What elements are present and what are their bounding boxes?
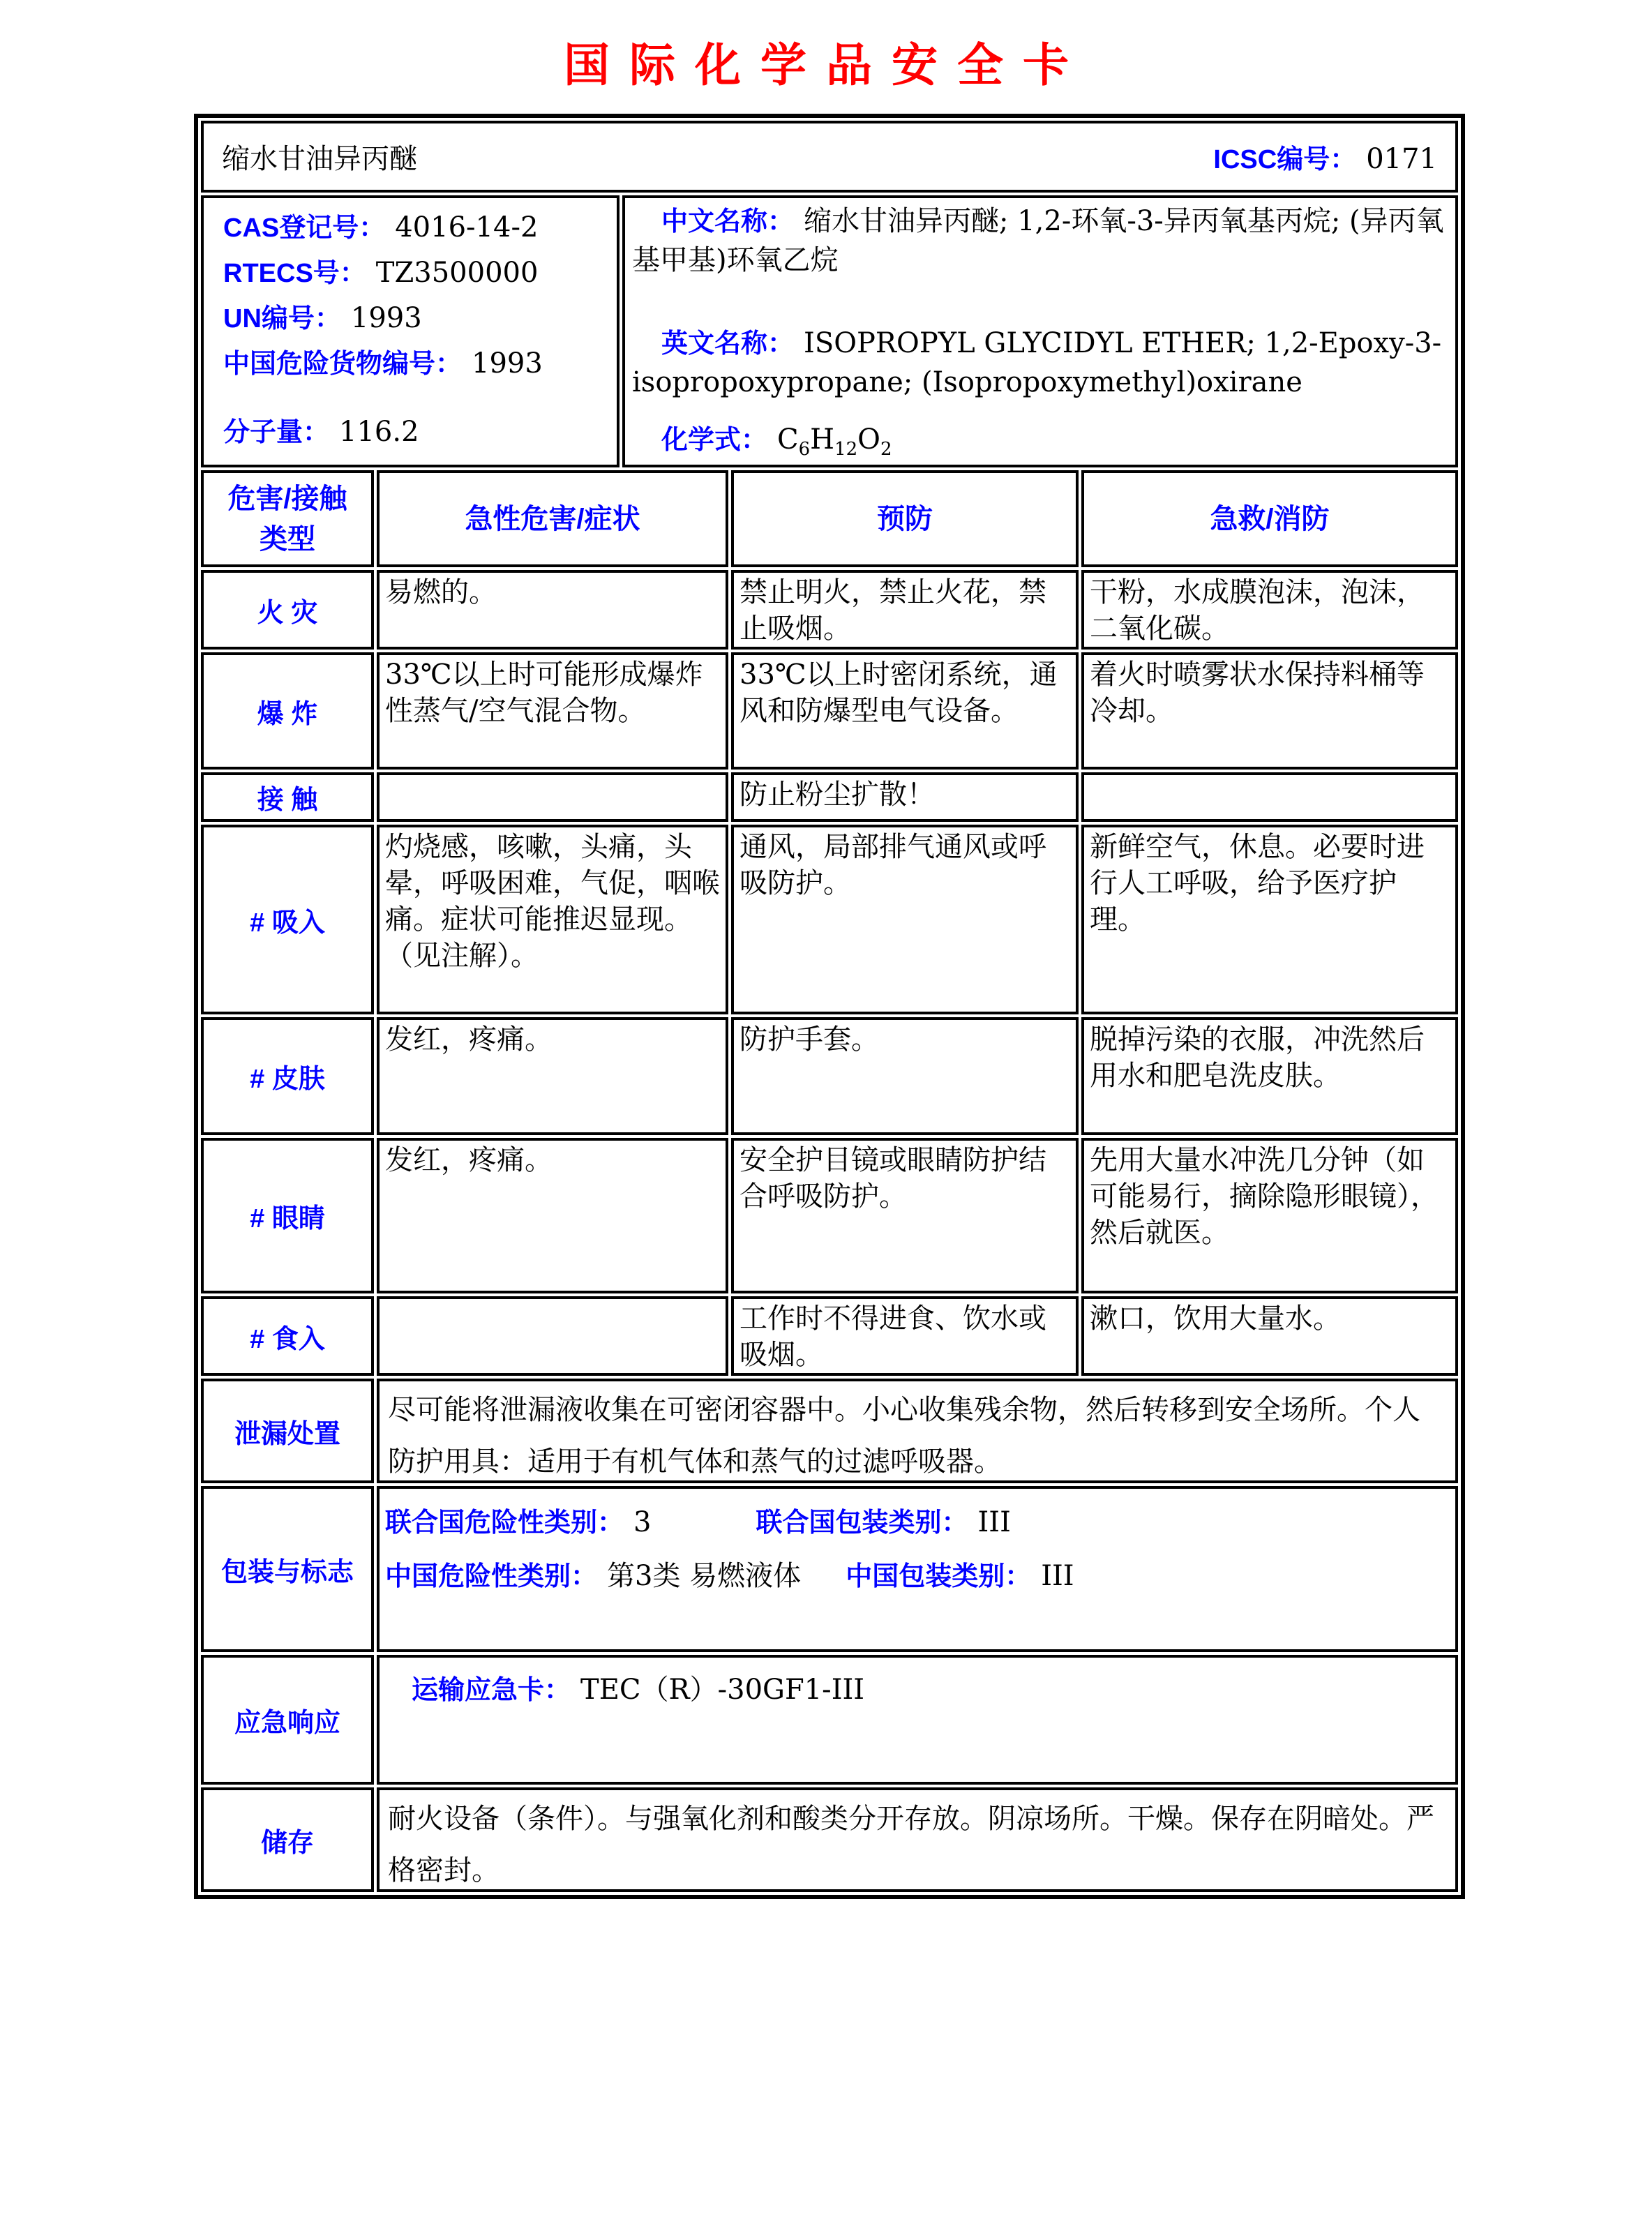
emergency-content xyxy=(377,1655,1458,1785)
fire-response: 干粉，水成膜泡沫，泡沫，二氧化碳。 xyxy=(1081,570,1458,650)
ingestion-symptoms xyxy=(377,1296,728,1376)
spill-content: 尽可能将泄漏液收集在可密闭容器中。小心收集残余物，然后转移到安全场所。个人防护用具：适用于有机气体和蒸气的过滤呼吸器。 xyxy=(377,1379,1458,1483)
un-value: 1993 xyxy=(350,302,422,334)
eyes-symptoms: 发红，疼痛。 xyxy=(377,1138,728,1293)
english-name-value: ISOPROPYL GLYCIDYL ETHER; 1,2-Epoxy-3-isopropoxypropane; (Isopropoxymethyl)oxirane xyxy=(632,327,1442,398)
cas-value: 4016-14-2 xyxy=(395,211,539,243)
row-label-inhalation: # 吸入 xyxy=(201,825,374,1014)
row-label-skin: # 皮肤 xyxy=(201,1017,374,1135)
english-name-label: 英文名称： xyxy=(661,329,795,359)
names-cell xyxy=(622,195,1458,467)
cn-pack-group-value: III xyxy=(1041,1560,1074,1592)
header-first-aid: 急救/消防 xyxy=(1081,470,1458,567)
un-pack-group-value: III xyxy=(977,1506,1011,1538)
packaging-cn-pack-pair xyxy=(846,1560,1074,1592)
packaging-content xyxy=(377,1486,1458,1652)
transport-card-value: TEC（R）-30GF1-III xyxy=(580,1674,865,1706)
chinese-name-paragraph xyxy=(632,202,1447,280)
cn-dg-value: 1993 xyxy=(472,347,543,380)
cas-label: CAS登记号： xyxy=(223,213,386,243)
explosion-response: 着火时喷雾状水保持料桶等冷却。 xyxy=(1081,652,1458,770)
identifiers-cell xyxy=(201,195,620,467)
chemical-formula: $C_6H_{12}O_2$ xyxy=(777,423,892,460)
header-hazard-type: 危害/接触类型 xyxy=(201,470,374,567)
cn-pack-group-label: 中国包装类别： xyxy=(846,1562,1032,1591)
page-title: 国际化学品安全卡 xyxy=(564,39,1088,91)
row-label-spill: 泄漏处置 xyxy=(201,1379,374,1483)
storage-content: 耐火设备（条件）。与强氧化剂和酸类分开存放。阴凉场所。干燥。保存在阴暗处。严格密封。 xyxy=(377,1787,1458,1892)
fire-symptoms: 易燃的。 xyxy=(377,570,728,650)
cn-dg-label: 中国危险货物编号： xyxy=(223,350,463,379)
rtecs-value: TZ3500000 xyxy=(375,257,539,289)
substance-name: 缩水甘油异丙醚 xyxy=(222,143,417,175)
rtecs-label: RTECS号： xyxy=(223,259,366,288)
cn-dg-number-line xyxy=(211,341,611,387)
substance-header-row xyxy=(201,121,1458,193)
header-acute-hazards: 急性危害/症状 xyxy=(377,470,728,567)
safety-card xyxy=(194,114,1465,1899)
icsc-number: 0171 xyxy=(1366,143,1437,175)
exposure-prevention: 防止粉尘扩散！ xyxy=(731,772,1079,822)
cas-number-line xyxy=(211,205,611,250)
explosion-prevention: 33℃以上时密闭系统，通风和防爆型电气设备。 xyxy=(731,652,1079,770)
row-label-storage: 储存 xyxy=(201,1787,374,1892)
cn-hazard-class-label: 中国危险性类别： xyxy=(385,1562,598,1591)
icsc-number-group xyxy=(1213,137,1437,176)
skin-symptoms: 发红，疼痛。 xyxy=(377,1017,728,1135)
row-label-emergency: 应急响应 xyxy=(201,1655,374,1785)
un-pack-group-label: 联合国包装类别： xyxy=(756,1508,968,1538)
packaging-un-line xyxy=(385,1496,1450,1550)
molecular-weight-line xyxy=(211,410,611,455)
english-name-paragraph xyxy=(632,324,1447,402)
chinese-name-label: 中文名称： xyxy=(661,207,795,237)
chinese-name-value: 缩水甘油异丙醚; 1,2-环氧-3-异丙氧基丙烷; (异丙氧基甲基)环氧乙烷 xyxy=(632,205,1444,276)
eyes-response: 先用大量水冲洗几分钟（如可能易行，摘除隐形眼镜），然后就医。 xyxy=(1081,1138,1458,1293)
skin-response: 脱掉污染的衣服，冲洗然后用水和肥皂洗皮肤。 xyxy=(1081,1017,1458,1135)
inhalation-symptoms: 灼烧感，咳嗽，头痛，头晕，呼吸困难，气促，咽喉痛。症状可能推迟显现。（见注解）。 xyxy=(377,825,728,1014)
exposure-response xyxy=(1081,772,1458,822)
exposure-symptoms xyxy=(377,772,728,822)
safety-card-grid xyxy=(201,121,1458,1892)
formula-line xyxy=(632,422,1447,458)
molecular-weight-value: 116.2 xyxy=(339,416,419,448)
un-label: UN编号： xyxy=(223,304,341,333)
un-number-line xyxy=(211,296,611,341)
row-label-fire: 火 灾 xyxy=(201,570,374,650)
row-label-ingestion: # 食入 xyxy=(201,1296,374,1376)
un-hazard-class-label: 联合国危险性类别： xyxy=(385,1508,624,1538)
un-hazard-class-value: 3 xyxy=(633,1506,652,1538)
icsc-label: ICSC编号： xyxy=(1213,145,1357,174)
formula-label: 化学式： xyxy=(661,426,768,455)
transport-card-label: 运输应急卡： xyxy=(412,1676,571,1705)
inhalation-response: 新鲜空气，休息。必要时进行人工呼吸，给予医疗护理。 xyxy=(1081,825,1458,1014)
row-label-eyes: # 眼睛 xyxy=(201,1138,374,1293)
row-label-explosion: 爆 炸 xyxy=(201,652,374,770)
row-label-exposure: 接 触 xyxy=(201,772,374,822)
inhalation-prevention: 通风，局部排气通风或呼吸防护。 xyxy=(731,825,1079,1014)
ingestion-prevention: 工作时不得进食、饮水或吸烟。 xyxy=(731,1296,1079,1376)
packaging-un-pack-pair xyxy=(756,1506,1010,1538)
ingestion-response: 漱口，饮用大量水。 xyxy=(1081,1296,1458,1376)
rtecs-number-line xyxy=(211,250,611,296)
skin-prevention: 防护手套。 xyxy=(731,1017,1079,1135)
row-label-packaging: 包装与标志 xyxy=(201,1486,374,1652)
header-prevention: 预防 xyxy=(731,470,1079,567)
explosion-symptoms: 33℃以上时可能形成爆炸性蒸气/空气混合物。 xyxy=(377,652,728,770)
packaging-cn-line xyxy=(385,1550,1450,1603)
molecular-weight-label: 分子量： xyxy=(223,418,330,447)
cn-hazard-class-value: 第3类 易燃液体 xyxy=(607,1560,802,1592)
eyes-prevention: 安全护目镜或眼睛防护结合呼吸防护。 xyxy=(731,1138,1079,1293)
fire-prevention: 禁止明火，禁止火花，禁止吸烟。 xyxy=(731,570,1079,650)
